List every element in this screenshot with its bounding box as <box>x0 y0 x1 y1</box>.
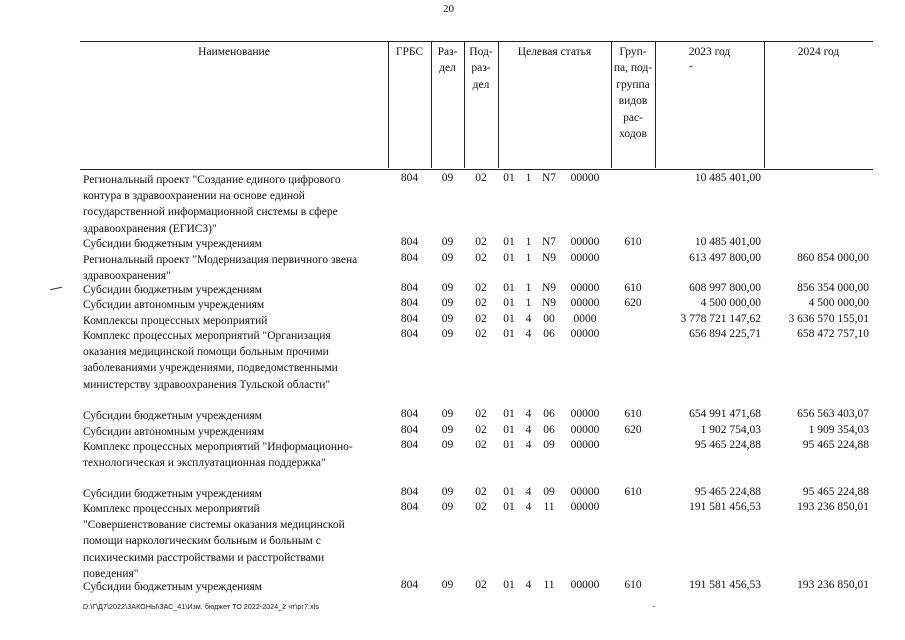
row-name-line: Региональный проект "Модернизация первичного звена <box>83 254 358 266</box>
table-row <box>0 579 905 595</box>
cell-grbs: 804 <box>400 408 419 420</box>
cell-y2023: 191 581 456,53 <box>689 501 761 513</box>
cell-cs2: 1 <box>525 252 532 264</box>
row-name <box>83 313 388 329</box>
scan-dot <box>653 606 655 607</box>
page-number: 20 <box>443 3 454 15</box>
file-path-footer: D:\Г\Д7\2022\ЗАКОНЫ\ЗАС_41\Изм. бюджет ТО 2022-2024_2 чт\рг7.xls <box>83 604 319 611</box>
cell-cs2: 4 <box>525 328 532 340</box>
cell-y2023: 656 894 225,71 <box>689 328 761 340</box>
cell-pr: 02 <box>475 579 487 591</box>
cell-rz: 09 <box>441 172 454 184</box>
cell-cs3: 00 <box>543 313 555 325</box>
cell-y2023: 1 902 754,03 <box>700 424 761 436</box>
header-line: Целевая статья <box>517 46 592 58</box>
cell-cs2: 4 <box>525 408 532 420</box>
table-row <box>0 172 905 235</box>
cell-grbs: 804 <box>400 313 419 325</box>
cell-grbs: 804 <box>400 579 419 591</box>
header-celevaya <box>498 44 611 60</box>
cell-rz: 09 <box>441 501 454 513</box>
cell-cs4: 00000 <box>570 501 600 513</box>
cell-cs2: 1 <box>525 172 532 184</box>
cell-y2024: 656 563 403,07 <box>797 408 869 420</box>
cell-rz: 09 <box>441 408 454 420</box>
cell-grbs: 804 <box>400 236 419 248</box>
row-name-line: здравоохранения" <box>83 270 171 283</box>
row-name <box>83 501 388 582</box>
cell-y2023: 613 497 800,00 <box>689 252 761 264</box>
cell-cs4: 00000 <box>570 424 600 436</box>
cell-cs4: 00000 <box>570 236 600 248</box>
cell-y2024: 95 465 224,88 <box>802 486 869 498</box>
cell-cs1: 01 <box>503 439 515 451</box>
cell-cs2: 4 <box>525 579 532 591</box>
header-line: 2024 год <box>797 46 840 58</box>
row-name-line: здравоохранения (ЕГИСЗ)" <box>83 222 217 235</box>
header-line: 2023 год <box>688 46 731 58</box>
cell-cs2: 4 <box>525 313 532 325</box>
header-line: Наименование <box>198 46 270 58</box>
cell-cs2: 4 <box>525 501 532 513</box>
cell-cs3: N7 <box>541 172 557 184</box>
cell-rz: 09 <box>441 282 454 294</box>
row-name-line: помощи наркологическим больным и больным с <box>83 535 321 548</box>
table-row <box>0 313 905 329</box>
cell-y2024: 3 636 570 155,01 <box>788 313 869 325</box>
cell-y2023: 3 778 721 147,62 <box>680 313 761 325</box>
table-row <box>0 236 905 252</box>
cell-grbs: 804 <box>400 501 419 513</box>
row-name-line: Комплекс процессных мероприятий "Информационно- <box>83 441 353 453</box>
cell-vr: 610 <box>624 282 642 294</box>
cell-cs1: 01 <box>503 579 515 591</box>
cell-y2023: 654 991 471,68 <box>689 408 761 420</box>
row-name-line: Комплексы процессных мероприятий <box>83 315 268 327</box>
row-name-line: технологическая и эксплуатационная поддержка" <box>83 457 326 470</box>
table-row <box>0 328 905 391</box>
cell-y2023: 191 581 456,53 <box>689 579 761 591</box>
cell-rz: 09 <box>441 236 454 248</box>
cell-pr: 02 <box>475 408 487 420</box>
cell-grbs: 804 <box>400 486 419 498</box>
header-line: дел <box>439 62 456 75</box>
row-name-line: контура в здравоохранении на основе единой <box>83 190 305 203</box>
row-name-line: Субсидии бюджетным учреждениям <box>83 488 262 500</box>
cell-cs4: 00000 <box>570 408 600 420</box>
cell-y2023: 10 485 401,00 <box>694 236 761 248</box>
cell-cs3: N9 <box>541 252 557 264</box>
row-name-line: "Совершенствование системы оказания медицинской <box>83 519 345 532</box>
cell-rz: 09 <box>441 297 454 309</box>
cell-pr: 02 <box>475 313 487 325</box>
header-line: ГРБС <box>395 46 424 58</box>
row-name <box>83 579 388 595</box>
cell-pr: 02 <box>475 297 487 309</box>
table-row <box>0 252 905 283</box>
header-name <box>80 44 388 60</box>
cell-cs3: 06 <box>543 328 555 340</box>
cell-cs1: 01 <box>503 328 515 340</box>
row-name-line: Субсидии бюджетным учреждениям <box>83 581 262 593</box>
cell-y2024: 658 472 757,10 <box>797 328 869 340</box>
cell-pr: 02 <box>475 172 487 184</box>
cell-pr: 02 <box>475 252 487 264</box>
cell-cs2: 1 <box>525 297 532 309</box>
header-line: дел <box>472 78 490 91</box>
cell-vr: 620 <box>624 297 642 309</box>
cell-vr: 610 <box>624 236 642 248</box>
table-row <box>0 501 905 580</box>
cell-grbs: 804 <box>400 252 419 264</box>
cell-pr: 02 <box>475 236 487 248</box>
table-row <box>0 408 905 424</box>
row-name-line: Субсидии автономным учреждениям <box>83 299 265 311</box>
cell-cs2: 1 <box>525 236 532 248</box>
header-line: видов <box>618 95 648 108</box>
row-name <box>83 297 388 313</box>
cell-cs1: 01 <box>503 424 515 436</box>
header-year1 <box>655 44 764 60</box>
header-line: ходов <box>619 128 647 141</box>
row-name-line: заболеваниями учреждениями, подведомственными <box>83 362 338 375</box>
row-name <box>83 424 388 440</box>
cell-cs3: N7 <box>541 236 557 248</box>
cell-cs1: 01 <box>503 408 515 420</box>
row-name-line: Субсидии автономным учреждениям <box>83 426 265 438</box>
header-line: па, под- <box>613 62 653 75</box>
header-year2 <box>764 44 873 60</box>
cell-cs4: 00000 <box>570 439 600 451</box>
cell-cs4: 00000 <box>570 282 600 294</box>
header-gruppa <box>611 44 655 142</box>
cell-cs3: 06 <box>543 408 555 420</box>
cell-rz: 09 <box>441 439 454 451</box>
table-row <box>0 439 905 470</box>
cell-rz: 09 <box>441 424 454 436</box>
cell-cs3: N9 <box>541 282 557 294</box>
cell-pr: 02 <box>475 328 487 340</box>
cell-cs2: 1 <box>525 282 532 294</box>
row-name-line: психическими расстройствами и расстройствами <box>83 551 325 564</box>
cell-cs1: 01 <box>503 501 515 513</box>
cell-y2024: 193 236 850,01 <box>797 579 869 591</box>
cell-cs1: 01 <box>503 236 515 248</box>
cell-cs4: 00000 <box>570 328 600 340</box>
cell-y2024: 4 500 000,00 <box>808 297 869 309</box>
cell-pr: 02 <box>475 439 487 451</box>
cell-grbs: 804 <box>400 424 419 436</box>
table-row <box>0 424 905 440</box>
row-name <box>83 486 388 502</box>
table-row <box>0 486 905 502</box>
header-line: раз- <box>471 62 491 75</box>
cell-rz: 09 <box>441 328 454 340</box>
row-name-line: министерству здравоохранения Тульской области" <box>83 378 331 391</box>
cell-y2024: 1 909 354,03 <box>808 424 869 436</box>
row-name <box>83 172 388 237</box>
cell-cs3: 09 <box>543 439 555 451</box>
row-name <box>83 282 388 298</box>
cell-cs1: 01 <box>503 486 515 498</box>
cell-pr: 02 <box>475 424 487 436</box>
header-razdel <box>431 44 464 77</box>
row-name-line: государственной информационной системы в сфере <box>83 206 338 219</box>
cell-cs1: 01 <box>503 313 515 325</box>
cell-rz: 09 <box>441 579 454 591</box>
cell-grbs: 804 <box>400 439 419 451</box>
cell-vr: 610 <box>624 408 642 420</box>
cell-y2024: 193 236 850,01 <box>797 501 869 513</box>
cell-cs2: 4 <box>525 486 532 498</box>
table-row <box>0 297 905 313</box>
cell-rz: 09 <box>441 486 454 498</box>
cell-grbs: 804 <box>400 172 419 184</box>
row-name-line: Субсидии бюджетным учреждениям <box>83 238 262 250</box>
cell-pr: 02 <box>475 282 487 294</box>
cell-cs4: 00000 <box>570 579 600 591</box>
cell-cs2: 4 <box>525 439 532 451</box>
row-name <box>83 252 388 284</box>
cell-pr: 02 <box>475 501 487 513</box>
header-podrazdel <box>464 44 498 93</box>
cell-cs1: 01 <box>503 282 515 294</box>
row-name-line: Региональный проект "Создание единого цифрового <box>83 174 341 186</box>
cell-cs3: N9 <box>541 297 557 309</box>
row-name <box>83 439 388 471</box>
cell-cs3: 11 <box>543 579 555 591</box>
cell-y2023: 95 465 224,88 <box>694 486 761 498</box>
header-line: Под- <box>469 46 493 58</box>
row-name-line: Комплекс процессных мероприятий <box>83 503 260 515</box>
row-name <box>83 236 388 252</box>
cell-y2024: 856 354 000,00 <box>797 282 869 294</box>
row-name-line: Субсидии бюджетным учреждениям <box>83 410 262 422</box>
cell-grbs: 804 <box>400 282 419 294</box>
header-line: Груп- <box>619 46 647 58</box>
cell-y2023: 95 465 224,88 <box>694 439 761 451</box>
header-grbs <box>388 44 431 60</box>
cell-cs4: 00000 <box>570 297 600 309</box>
cell-cs3: 11 <box>543 501 555 513</box>
cell-y2023: 10 485 401,00 <box>694 172 761 184</box>
cell-y2024: 95 465 224,88 <box>802 439 869 451</box>
cell-cs1: 01 <box>503 172 515 184</box>
row-name-line: Комплекс процессных мероприятий "Организация <box>83 330 331 342</box>
cell-cs4: 00000 <box>570 252 600 264</box>
header-line: Раз- <box>437 46 458 58</box>
cell-y2023: 608 997 800,00 <box>689 282 761 294</box>
table-row <box>0 282 905 298</box>
cell-y2023: 4 500 000,00 <box>700 297 761 309</box>
cell-cs1: 01 <box>503 297 515 309</box>
cell-vr: 610 <box>624 486 642 498</box>
row-name <box>83 328 388 393</box>
row-name-line: поведения" <box>83 567 139 580</box>
row-name-line: Субсидии бюджетным учреждениям <box>83 284 262 296</box>
cell-cs3: 09 <box>543 486 555 498</box>
cell-cs4: 0000 <box>573 313 597 325</box>
cell-grbs: 804 <box>400 297 419 309</box>
cell-cs2: 4 <box>525 424 532 436</box>
cell-y2024: 860 854 000,00 <box>797 252 869 264</box>
header-line: группа <box>616 78 650 91</box>
cell-cs3: 06 <box>543 424 555 436</box>
row-name <box>83 408 388 424</box>
cell-grbs: 804 <box>400 328 419 340</box>
cell-rz: 09 <box>441 313 454 325</box>
cell-vr: 610 <box>624 579 642 591</box>
cell-vr: 620 <box>624 424 642 436</box>
row-name-line: оказания медицинской помощи больным прочими <box>83 346 329 359</box>
cell-pr: 02 <box>475 486 487 498</box>
cell-rz: 09 <box>441 252 454 264</box>
cell-cs1: 01 <box>503 252 515 264</box>
cell-cs4: 00000 <box>570 172 600 184</box>
cell-cs4: 00000 <box>570 486 600 498</box>
header-line: рас- <box>623 111 643 124</box>
